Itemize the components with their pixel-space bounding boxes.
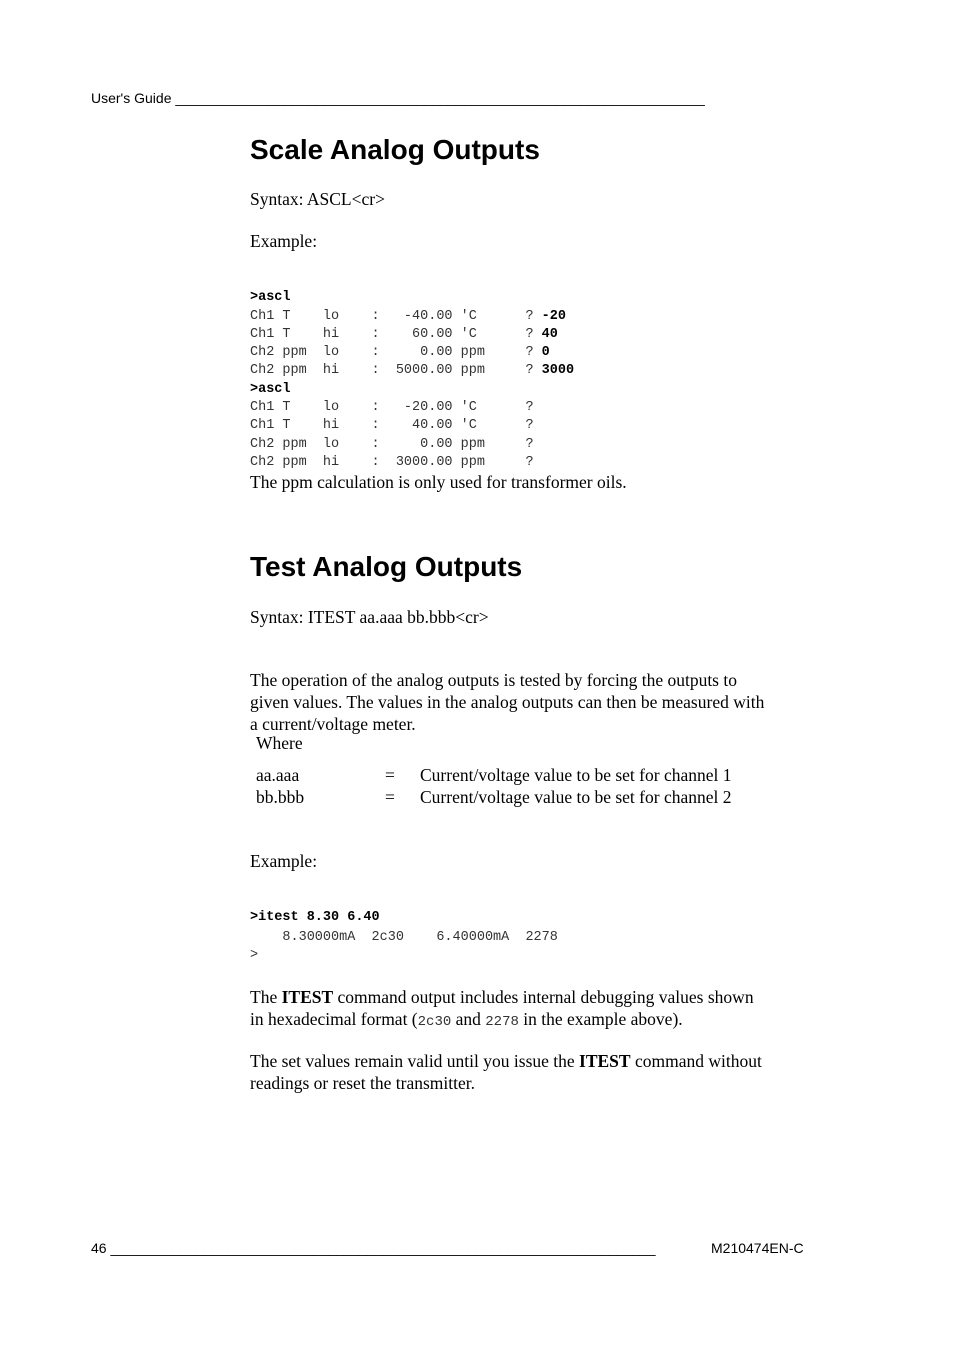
where-label: Where (256, 733, 303, 753)
param-name-1: aa.aaa (256, 765, 300, 785)
param-eq-1: = (385, 765, 395, 785)
page-number-footer: 46 ______________________________________________________________________ (91, 1240, 656, 1256)
code-line: Ch1 T hi : 60.00 'C ? 40 (250, 326, 558, 342)
paragraph-set-values: The set values remain valid until you issue the ITEST command without readings or reset the transmitter. (250, 1051, 762, 1093)
example-label-2: Example: (250, 851, 318, 871)
code-line: >itest 8.30 6.40 (250, 910, 380, 926)
code-line: Ch1 T lo : -20.00 'C ? (250, 400, 534, 416)
section-title-test-analog-outputs: Test Analog Outputs (250, 551, 523, 582)
code-line: Ch2 ppm lo : 0.00 ppm ? 0 (250, 345, 550, 361)
section-title-scale-analog-outputs: Scale Analog Outputs (250, 134, 540, 165)
paragraph-operation: The operation of the analog outputs is tested by forcing the outputs to given values. The values in the analog outputs can then be measured with a current/voltage meter. (250, 670, 765, 734)
param-desc-1: Current/voltage value to be set for channel 1 (420, 765, 732, 785)
code-line: Ch2 ppm lo : 0.00 ppm ? (250, 436, 534, 452)
code-line: > (250, 947, 259, 963)
code-line: 8.30000mA 2c30 6.40000mA 2278 (250, 929, 558, 945)
code-line: >ascl (250, 381, 291, 397)
code-block-ascl (250, 271, 574, 491)
code-line: Ch2 ppm hi : 5000.00 ppm ? 3000 (250, 363, 575, 379)
code-line: >ascl (250, 290, 291, 306)
param-eq-2: = (385, 787, 395, 807)
running-header: User's Guide ____________________________________________________________________ (91, 90, 705, 106)
code-line: Ch1 T hi : 40.00 'C ? (250, 418, 534, 434)
syntax-ascl: Syntax: ASCL<cr> (250, 189, 385, 209)
note-ppm: The ppm calculation is only used for transformer oils. (250, 472, 627, 492)
syntax-itest: Syntax: ITEST aa.aaa bb.bbb<cr> (250, 607, 489, 627)
code-line: Ch2 ppm hi : 3000.00 ppm ? (250, 454, 534, 470)
param-name-2: bb.bbb (256, 787, 305, 807)
paragraph-itest-output: The ITEST command output includes internal debugging values shown in hexadecimal format (2c30 and 2278 in the example above). (250, 987, 754, 1030)
example-label: Example: (250, 231, 318, 251)
param-desc-2: Current/voltage value to be set for channel 2 (420, 787, 732, 807)
document-id: M210474EN-C (711, 1240, 804, 1256)
code-line: Ch1 T lo : -40.00 'C ? -20 (250, 308, 566, 324)
